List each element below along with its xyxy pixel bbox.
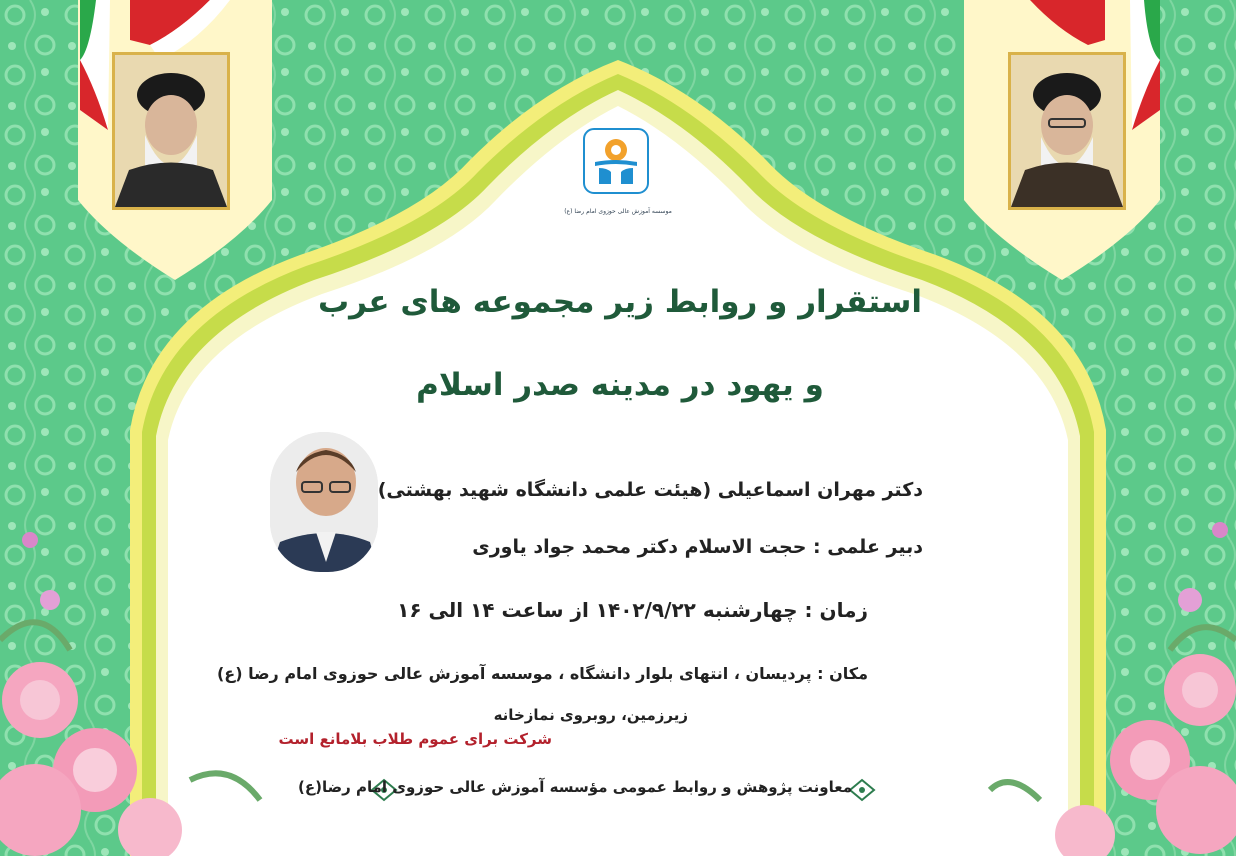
institute-logo [583, 128, 649, 194]
portrait-left [112, 52, 230, 210]
poster-title-line-1: استقرار و روابط زیر مجموعه های عرب [317, 284, 923, 320]
poster-title-line-2: و یهود در مدینه صدر اسلام [416, 367, 824, 403]
place-text-line-2: زیرزمین، روبروی نمازخانه [493, 706, 688, 724]
speaker-text: دکتر مهران اسماعیلی (هیئت علمی دانشگاه شهید بهشتی) [377, 479, 923, 501]
participation-notice: شرکت برای عموم طلاب بلامانع است [278, 730, 552, 748]
portrait-right [1008, 52, 1126, 210]
footer-credit: معاونت پژوهش و روابط عمومی مؤسسه آموزش عالی حوزوی امام رضا(ع) [298, 778, 852, 796]
logo-caption: موسسه آموزش عالی حوزوی امام رضا (ع) [564, 208, 672, 215]
speaker-photo [270, 432, 378, 572]
place-text-line-1: مکان : پردیسان ، انتهای بلوار دانشگاه ، موسسه آموزش عالی حوزوی امام رضا (ع) [216, 664, 868, 683]
time-text: زمان : چهارشنبه ۱۴۰۲/۹/۲۲ از ساعت ۱۴ الی ۱۶ [397, 598, 868, 622]
secretary-text: دبیر علمی : حجت الاسلام دکتر محمد جواد یاوری [472, 536, 923, 558]
